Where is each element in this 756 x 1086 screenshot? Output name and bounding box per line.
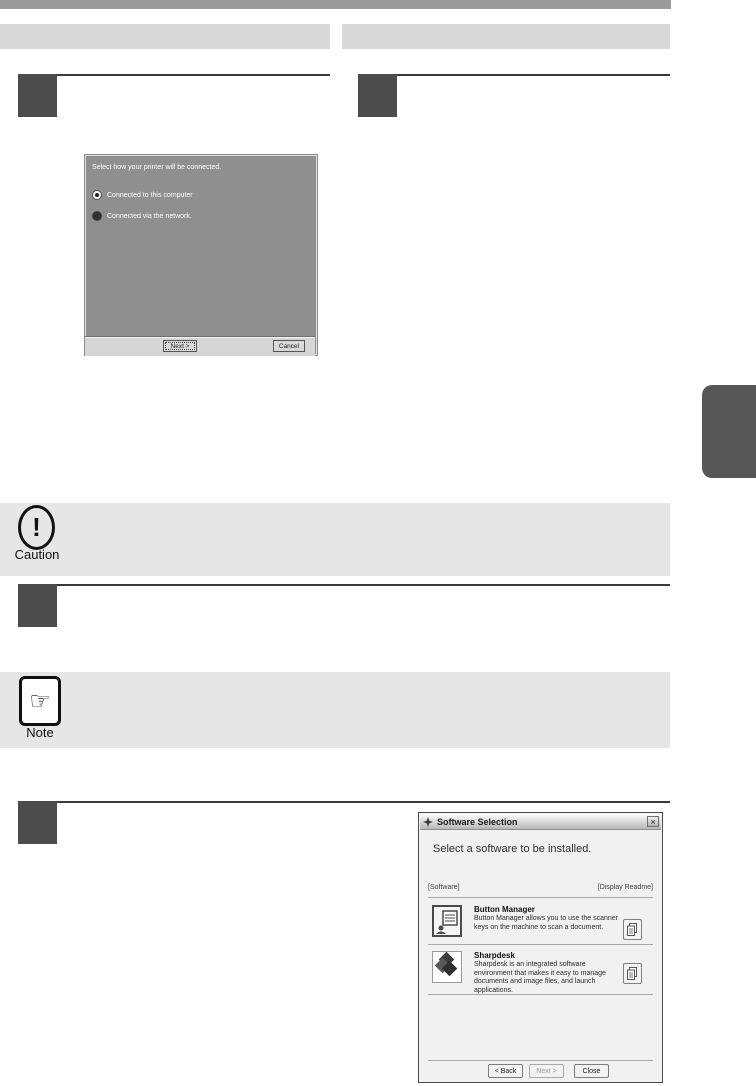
back-button[interactable]: < Back — [488, 1064, 523, 1078]
dialog-heading: Select a software to be installed. — [433, 843, 592, 855]
software-name: Button Manager — [474, 905, 535, 914]
radio-option-label: Connected via the network. — [107, 212, 192, 220]
radio-selected-icon[interactable] — [92, 190, 102, 200]
caution-label: Caution — [14, 547, 60, 562]
printer-connection-dialog — [84, 154, 318, 356]
readme-page-icon — [627, 923, 638, 936]
step-rule — [18, 584, 670, 586]
display-readme-button[interactable] — [623, 963, 642, 984]
radio-option-computer[interactable] — [92, 190, 193, 200]
divider — [428, 994, 653, 995]
software-description: Sharpdesk is an integrated software environment that makes it easy to manage documents and image files, and launch applications. — [474, 961, 606, 994]
software-column-label: [Software] — [428, 884, 460, 891]
note-box — [0, 672, 670, 748]
pointing-hand-glyph: ☞ — [29, 687, 51, 715]
software-description: Button Manager allows you to use the scanner keys on the machine to scan a document. — [474, 915, 618, 931]
app-icon — [423, 817, 433, 827]
radio-option-network[interactable] — [92, 211, 192, 221]
sharpdesk-icon — [432, 951, 462, 983]
section-header-left — [0, 24, 330, 49]
step-rule — [358, 74, 670, 76]
section-header-right — [342, 24, 670, 49]
step-number-box — [18, 584, 57, 627]
display-readme-button[interactable] — [623, 919, 642, 940]
wizard-button-bar — [85, 336, 315, 356]
close-icon[interactable]: × — [647, 816, 659, 827]
software-selection-dialog — [418, 812, 663, 1083]
step-number-box — [18, 801, 57, 844]
radio-option-label: Connected to this computer — [107, 191, 193, 199]
wizard-prompt: Select how your printer will be connected. — [92, 164, 222, 171]
caution-box — [0, 503, 670, 576]
readme-page-icon — [627, 967, 638, 980]
caution-icon — [18, 505, 55, 550]
caution-glyph: ! — [32, 512, 41, 542]
display-readme-column-label: [Display Readme] — [597, 884, 653, 891]
step-rule — [18, 74, 330, 76]
dialog-title: Software Selection — [437, 816, 518, 827]
close-button[interactable]: Close — [574, 1064, 609, 1078]
divider — [428, 897, 653, 898]
note-label: Note — [26, 725, 54, 740]
software-name: Sharpdesk — [474, 951, 515, 960]
divider — [428, 1060, 653, 1061]
next-button-disabled[interactable]: Next > — [529, 1064, 564, 1078]
radio-unselected-icon[interactable] — [92, 211, 102, 221]
divider — [428, 944, 653, 945]
cancel-button[interactable]: Cancel — [273, 340, 305, 352]
next-button[interactable]: Next > — [163, 340, 197, 352]
step-rule — [18, 801, 670, 803]
step-number-box — [358, 74, 397, 117]
button-manager-icon — [432, 905, 462, 937]
page-top-band — [0, 0, 671, 9]
page-edge-tab — [702, 385, 756, 478]
dialog-titlebar[interactable] — [420, 814, 661, 830]
note-icon — [19, 676, 61, 726]
step-number-box — [18, 74, 57, 117]
